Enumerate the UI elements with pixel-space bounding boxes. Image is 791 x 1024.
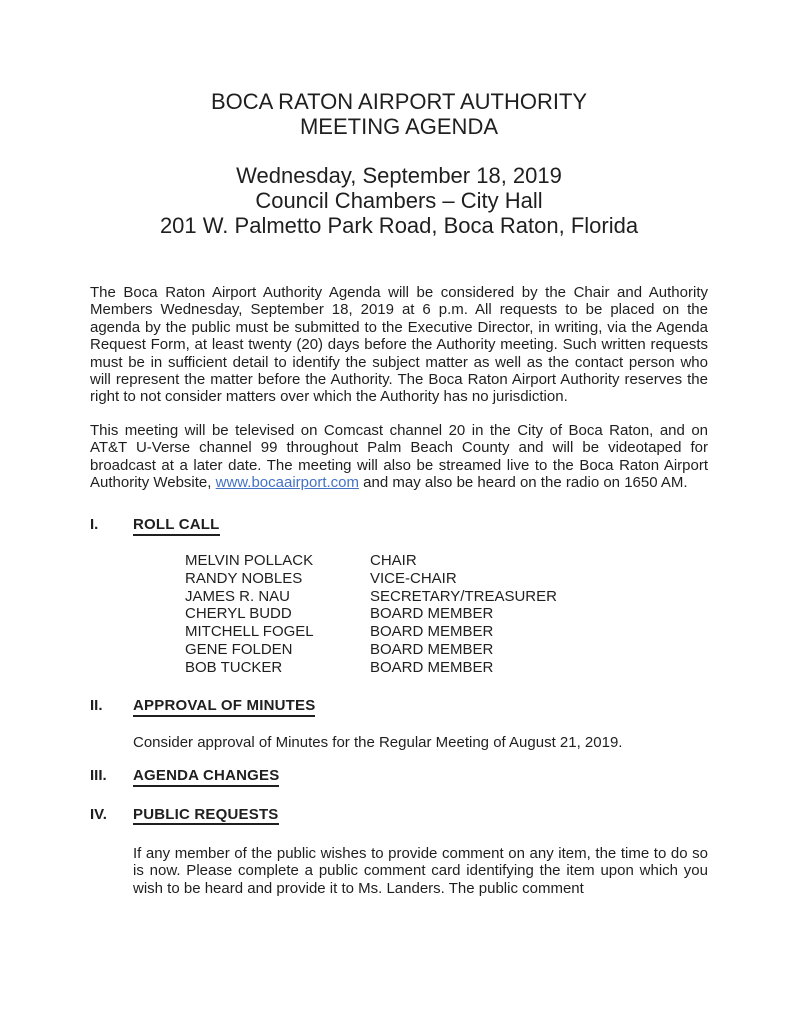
section-numeral-approval-of-minutes: II. [90,697,103,715]
roll-call-row [185,552,708,570]
section-title-agenda-changes: AGENDA CHANGES [133,767,279,786]
document-title [90,89,708,139]
roll-call-row [185,570,708,588]
broadcast-text-before-link: This meeting will be televised on Comcast channel 20 in the City of Boca Raton, and on AT&T U-Verse channel 99 throughout Palm Beach County and will be videotaped for broadcast at a later date. The meeting will also be streamed live to the Boca Raton Airport Authority Website, [90,421,708,492]
broadcast-text-after-link: and may also be heard on the radio on 1650 AM. [359,474,688,492]
meeting-address: 201 W. Palmetto Park Road, Boca Raton, Florida [159,213,639,238]
section-numeral-roll-call: I. [90,516,99,534]
section-numeral-public-requests: IV. [90,806,107,824]
roll-call-row [185,641,708,659]
section-heading-agenda-changes [90,767,708,786]
approval-of-minutes-text: Consider approval of Minutes for the Regular Meeting of August 21, 2019. [133,734,623,752]
member-name: JAMES R. NAU [185,587,291,605]
roll-call-row [185,588,708,606]
section-title-roll-call: ROLL CALL [133,516,220,535]
roll-call-row [185,659,708,677]
meeting-date: Wednesday, September 18, 2019 [236,163,562,188]
member-title: BOARD MEMBER [370,605,494,623]
section-heading-public-requests [90,806,708,825]
member-name: GENE FOLDEN [185,640,293,658]
roll-call-list [185,552,708,676]
section-title-public-requests: PUBLIC REQUESTS [133,806,279,825]
member-title: SECRETARY/TREASURER [370,587,557,605]
member-title: BOARD MEMBER [370,658,494,676]
member-title: VICE-CHAIR [370,570,457,588]
member-title: BOARD MEMBER [370,623,494,641]
title-line-authority: BOCA RATON AIRPORT AUTHORITY [210,89,588,114]
member-name: CHERYL BUDD [185,605,292,623]
intro-paragraph: The Boca Raton Airport Authority Agenda will be considered by the Chair and Authority Members Wednesday, September 18, 2019 at 6 p.m. All requests to be placed on the agenda by the public must be submitted to the Executive Director, in writing, via the Agenda Request Form, at least twenty (20) days before the Authority meeting. Such written requests must be in sufficient detail to identify the subject matter as well as the contact person who will represent the matter before the Authority. The Boca Raton Airport Authority reserves the right to not consider matters over which the Authority has no jurisdiction. [90,284,708,406]
member-title: CHAIR [370,552,417,570]
broadcast-paragraph [90,422,708,492]
section-heading-roll-call [90,516,708,535]
member-name: BOB TUCKER [185,658,283,676]
title-line-agenda: MEETING AGENDA [299,114,499,139]
website-link[interactable]: www.bocaairport.com [215,474,360,492]
member-title: BOARD MEMBER [370,640,494,658]
meeting-venue: Council Chambers – City Hall [255,188,543,213]
section-title-approval-of-minutes: APPROVAL OF MINUTES [133,697,315,716]
section-heading-approval-of-minutes [90,697,708,716]
section-numeral-agenda-changes: III. [90,767,107,785]
member-name: MITCHELL FOGEL [185,623,314,641]
roll-call-row [185,623,708,641]
roll-call-row [185,605,708,623]
member-name: RANDY NOBLES [185,570,303,588]
meeting-info-block [90,163,708,238]
public-requests-text: If any member of the public wishes to provide comment on any item, the time to do so is now. Please complete a public comment card identifying the item upon which you wish to be heard and provide it to Ms. Landers. The public comment [133,844,708,897]
member-name: MELVIN POLLACK [185,552,314,570]
